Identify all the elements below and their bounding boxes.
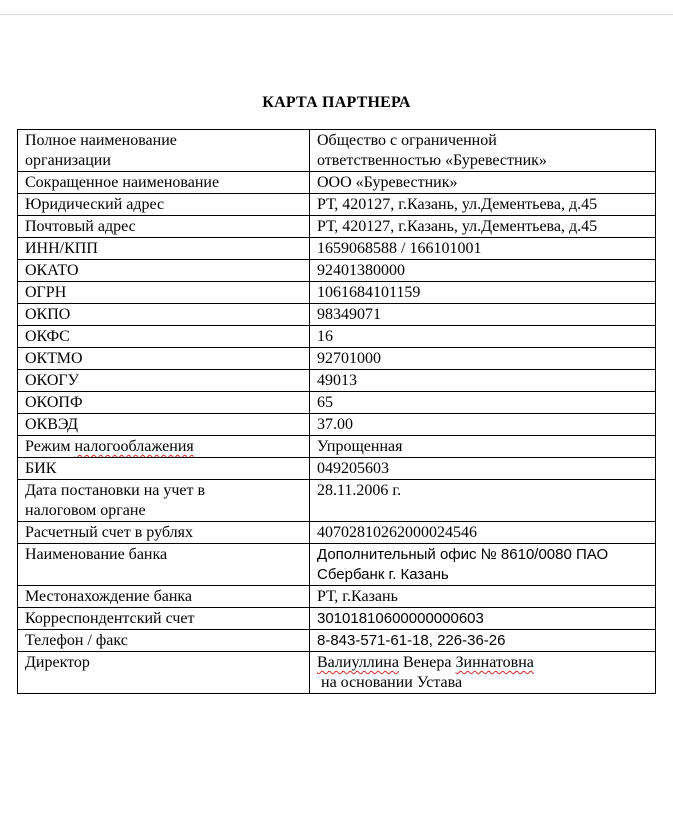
page-top-rule xyxy=(0,14,673,15)
row-label: ОКОПФ xyxy=(18,392,310,414)
row-label: ОКОГУ xyxy=(18,370,310,392)
table-row xyxy=(18,370,656,392)
row-label: Корреспондентский счет xyxy=(18,608,310,630)
table-row xyxy=(18,414,656,436)
spellcheck-flagged-word: налогооблажения xyxy=(74,438,194,455)
row-value: РТ, 420127, г.Казань, ул.Дементьева, д.45 xyxy=(310,194,656,216)
table-row xyxy=(18,216,656,238)
row-label: ОКПО xyxy=(18,304,310,326)
table-row xyxy=(18,544,656,586)
document-title: КАРТА ПАРТНЕРА xyxy=(262,94,411,111)
row-label: ОКФС xyxy=(18,326,310,348)
table-row xyxy=(18,436,656,458)
row-label: Директор xyxy=(18,652,310,694)
row-value: 37.00 xyxy=(310,414,656,436)
row-value: РТ, 420127, г.Казань, ул.Дементьева, д.45 xyxy=(310,216,656,238)
row-label: БИК xyxy=(18,458,310,480)
row-value: РТ, г.Казань xyxy=(310,586,656,608)
row-value xyxy=(310,652,656,694)
row-value: 98349071 xyxy=(310,304,656,326)
row-label: Расчетный счет в рублях xyxy=(18,522,310,544)
row-label: Местонахождение банка xyxy=(18,586,310,608)
table-row xyxy=(18,172,656,194)
table-row xyxy=(18,458,656,480)
director-patronymic: Зиннатовна xyxy=(455,654,534,671)
row-value: 65 xyxy=(310,392,656,414)
row-label: Режим налогооблажения xyxy=(18,436,310,458)
row-value: 049205603 xyxy=(310,458,656,480)
row-value: 40702810262000024546 xyxy=(310,522,656,544)
table-row xyxy=(18,260,656,282)
row-value: 30101810600000000603 xyxy=(310,608,656,630)
table-row xyxy=(18,652,656,694)
row-label: ИНН/КПП xyxy=(18,238,310,260)
table-row xyxy=(18,522,656,544)
row-label: ОКВЭД xyxy=(18,414,310,436)
row-label: Телефон / факс xyxy=(18,630,310,652)
table-row xyxy=(18,586,656,608)
row-value: Упрощенная xyxy=(310,436,656,458)
row-value: 49013 xyxy=(310,370,656,392)
table-row xyxy=(18,392,656,414)
row-label: ОГРН xyxy=(18,282,310,304)
row-value: 92701000 xyxy=(310,348,656,370)
table-row xyxy=(18,630,656,652)
row-label: Полное наименование организации xyxy=(18,130,310,172)
table-row xyxy=(18,326,656,348)
row-label: ОКТМО xyxy=(18,348,310,370)
row-label: Наименование банка xyxy=(18,544,310,586)
director-name: Венера xyxy=(398,654,456,671)
row-value: 92401380000 xyxy=(310,260,656,282)
director-surname: Валиуллина xyxy=(317,654,399,671)
row-value: 8-843-571-61-18, 226-36-26 xyxy=(310,630,656,652)
row-label: Юридический адрес xyxy=(18,194,310,216)
row-value: Дополнительный офис № 8610/0080 ПАО Сбербанк г. Казань xyxy=(310,544,656,586)
table-row xyxy=(18,608,656,630)
row-label: Сокращенное наименование xyxy=(18,172,310,194)
row-value: 1659068588 / 166101001 xyxy=(310,238,656,260)
table-row xyxy=(18,194,656,216)
row-value: 1061684101159 xyxy=(310,282,656,304)
row-value: 16 xyxy=(310,326,656,348)
table-row xyxy=(18,130,656,172)
row-label: Дата постановки на учет в налоговом органе xyxy=(18,480,310,522)
row-label: ОКАТО xyxy=(18,260,310,282)
row-value: 28.11.2006 г. xyxy=(310,480,656,522)
row-label: Почтовый адрес xyxy=(18,216,310,238)
director-basis: на основании Устава xyxy=(321,674,463,691)
table-row xyxy=(18,348,656,370)
table-row xyxy=(18,480,656,522)
table-row xyxy=(18,304,656,326)
row-value: ООО «Буревестник» xyxy=(310,172,656,194)
row-value: Общество с ограниченной ответственностью «Буревестник» xyxy=(310,130,656,172)
table-row xyxy=(18,282,656,304)
table-row xyxy=(18,238,656,260)
partner-card-table xyxy=(17,129,656,694)
